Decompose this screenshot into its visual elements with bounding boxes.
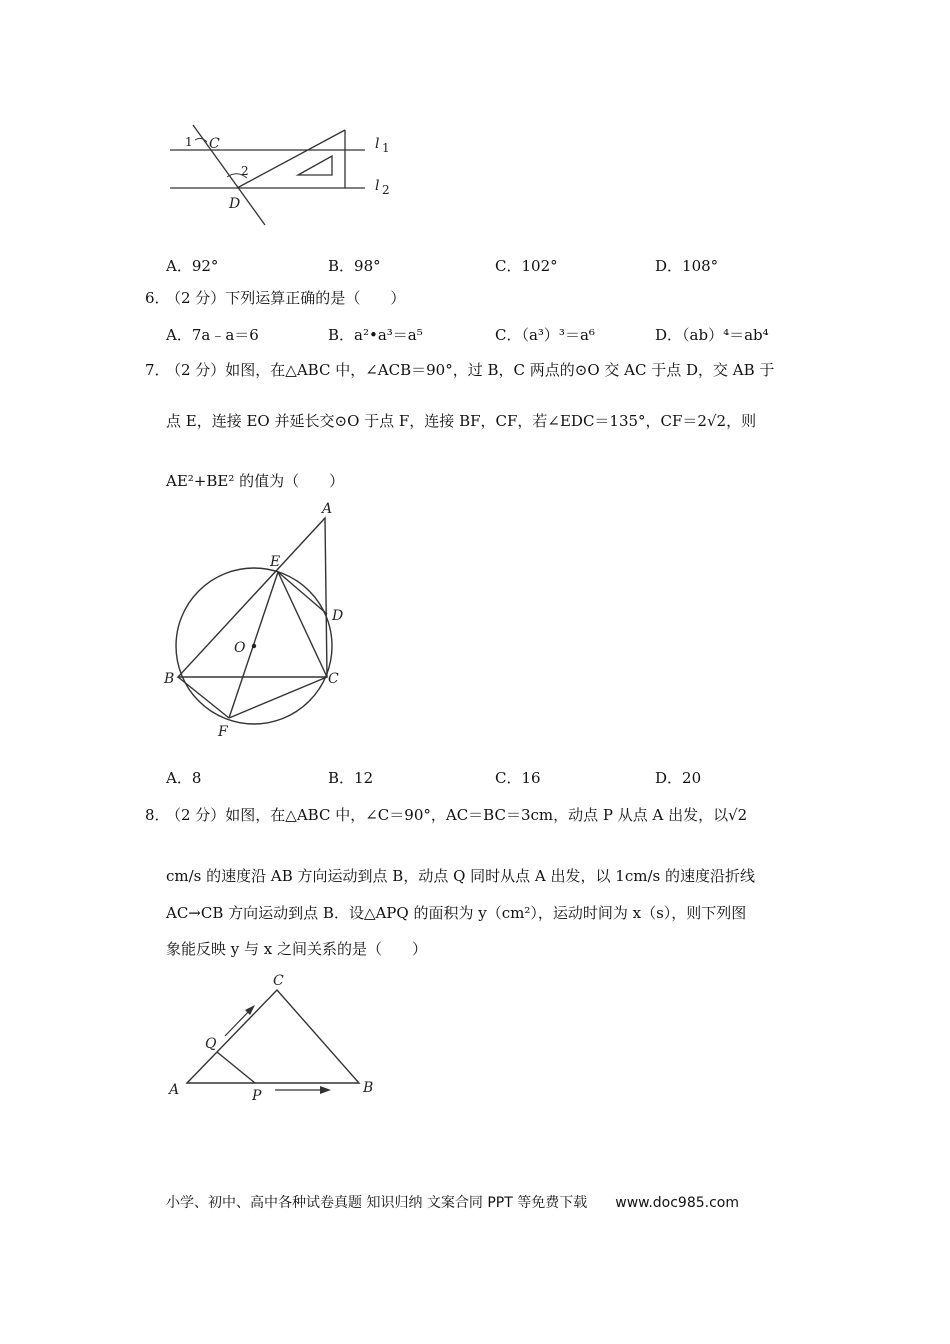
q6-option-d[interactable]: D．（ab）⁴＝ab⁴: [655, 326, 769, 344]
point-c-label: C: [209, 136, 220, 152]
q7-option-b[interactable]: B．12: [328, 769, 374, 787]
q8-stem-line2: cm/s 的速度沿 AB 方向运动到点 B，动点 Q 同时从点 A 出发，以 1cm/s 的速度沿折线: [166, 867, 755, 885]
point-f-label: F: [218, 724, 228, 740]
q5-option-d[interactable]: D．108°: [655, 257, 719, 275]
point-c-label: C: [273, 973, 284, 989]
point-b-label: B: [164, 671, 175, 687]
line-l1-label: l: [375, 136, 380, 152]
q6-option-c[interactable]: C．（a³）³＝a⁶: [495, 326, 595, 344]
q7-number: 7．: [145, 361, 170, 379]
footer-url[interactable]: www.doc985.com: [615, 1195, 739, 1211]
point-c-label: C: [328, 671, 339, 687]
q7-option-a[interactable]: A．8: [166, 769, 202, 787]
point-a-label: A: [322, 501, 333, 517]
footer-text: 小学、初中、高中各种试卷真题 知识归纳 文案合同 PPT 等免费下载: [166, 1195, 588, 1211]
q6-number: 6．: [145, 289, 170, 307]
q5-option-a[interactable]: A．92°: [166, 257, 219, 275]
angle-2-label: 2: [241, 164, 249, 178]
q7-stem-line1: （2 分）如图，在△ABC 中，∠ACB＝90°，过 B，C 两点的⊙O 交 AC 于点 D，交 AB 于: [166, 361, 775, 379]
line-l2-sub: 2: [382, 183, 390, 197]
q7-stem-line3: AE²+BE² 的值为（ ）: [166, 472, 345, 490]
line-l1-sub: 1: [382, 141, 390, 155]
point-q-label: Q: [205, 1036, 217, 1052]
q5-option-b[interactable]: B．98°: [328, 257, 381, 275]
q5-figure: [165, 120, 405, 230]
point-e-label: E: [270, 554, 281, 570]
point-d-label: D: [229, 196, 241, 212]
q8-figure: [165, 968, 385, 1103]
q7-option-c[interactable]: C．16: [495, 769, 541, 787]
point-d-label: D: [332, 608, 344, 624]
q8-stem-line3: AC→CB 方向运动到点 B．设△APQ 的面积为 y（cm²），运动时间为 x（s），则下列图: [166, 904, 747, 922]
q6-stem: （2 分）下列运算正确的是（ ）: [166, 289, 406, 307]
q7-stem-line2: 点 E，连接 EO 并延长交⊙O 于点 F，连接 BF，CF，若∠EDC＝135°，CF＝2√2，则: [166, 412, 757, 430]
q6-option-b[interactable]: B．a²•a³＝a⁵: [328, 326, 423, 344]
line-l2-label: l: [375, 178, 380, 194]
page-footer: [166, 1192, 739, 1212]
q5-option-c[interactable]: C．102°: [495, 257, 558, 275]
angle-1-label: 1: [185, 135, 193, 149]
q8-number: 8．: [145, 806, 170, 824]
q8-stem-line1: （2 分）如图，在△ABC 中，∠C＝90°，AC＝BC＝3cm，动点 P 从点 A 出发，以√2: [166, 806, 748, 824]
point-a-label: A: [169, 1082, 180, 1098]
point-b-label: B: [363, 1080, 374, 1096]
q6-option-a[interactable]: A．7a﹣a＝6: [166, 326, 259, 344]
point-p-label: P: [252, 1088, 262, 1103]
q7-option-d[interactable]: D．20: [655, 769, 702, 787]
q7-figure: [160, 498, 360, 748]
point-o-label: O: [234, 640, 246, 656]
q8-stem-line4: 象能反映 y 与 x 之间关系的是（ ）: [166, 940, 428, 958]
